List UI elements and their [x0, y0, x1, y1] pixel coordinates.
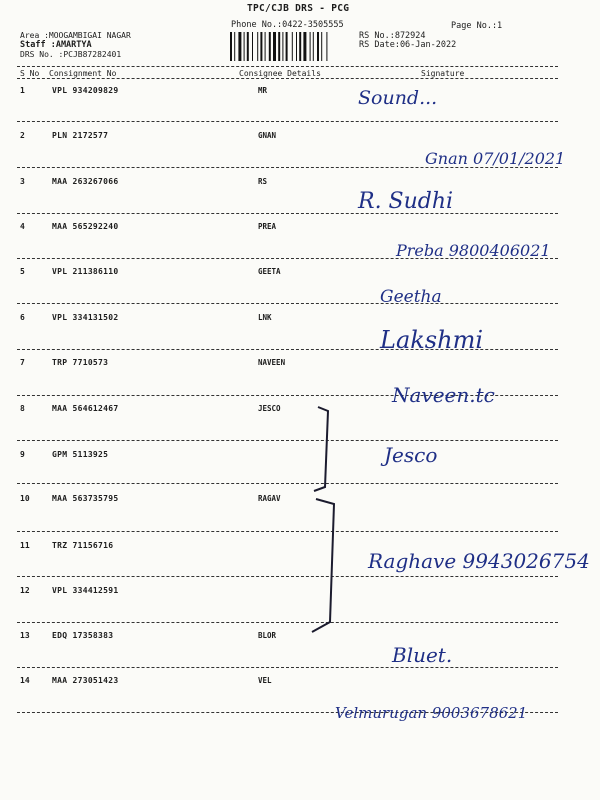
- row-consignee-name: RS: [258, 177, 268, 186]
- row-consignment-number: VPL 934209829: [52, 86, 119, 95]
- row-consignee-name: LNK: [258, 313, 272, 322]
- row-serial-number: 9: [20, 450, 25, 459]
- row-serial-number: 12: [20, 586, 30, 595]
- column-header-sno: S No: [20, 69, 40, 78]
- signature-text: Gnan 07/01/2021: [425, 149, 566, 168]
- row-serial-number: 13: [20, 631, 30, 640]
- signature-text: Velmurugan 9003678621: [335, 704, 528, 722]
- row-divider: [17, 121, 558, 122]
- row-serial-number: 6: [20, 313, 25, 322]
- area-label: Area :MOOGAMBIGAI NAGAR: [20, 31, 131, 40]
- row-divider: [17, 303, 558, 304]
- row-serial-number: 7: [20, 358, 25, 367]
- row-consignment-number: MAA 273051423: [52, 676, 119, 685]
- row-consignment-number: MAA 565292240: [52, 222, 119, 231]
- bracket-mark: [312, 499, 334, 632]
- signature-text: Jesco: [384, 443, 438, 467]
- row-consignment-number: TRZ 71156716: [52, 541, 114, 550]
- row-consignee-name: NAVEEN: [258, 358, 286, 367]
- rs-date: RS Date:06-Jan-2022: [359, 40, 457, 50]
- row-serial-number: 5: [20, 267, 25, 276]
- column-header-signature: Signature: [421, 69, 465, 78]
- row-consignee-name: VEL: [258, 676, 272, 685]
- rs-number: RS No.:872924: [359, 31, 426, 41]
- row-consignee-name: GNAN: [258, 131, 277, 140]
- signature-text: Lakshmi: [380, 326, 483, 354]
- row-consignee-name: MR: [258, 86, 268, 95]
- row-serial-number: 1: [20, 86, 25, 95]
- row-consignment-number: EDQ 17358383: [52, 631, 114, 640]
- row-divider: [17, 258, 558, 259]
- row-divider: [17, 395, 558, 396]
- row-divider: [17, 531, 558, 532]
- row-divider: [17, 167, 558, 168]
- row-consignee-name: RAGAV: [258, 494, 281, 503]
- header-divider-bottom: [17, 78, 558, 79]
- staff-label: Staff :AMARTYA: [20, 40, 92, 50]
- signature-text: Bluet.: [392, 643, 453, 667]
- row-consignment-number: PLN 2172577: [52, 131, 109, 140]
- row-consignment-number: TRP 7710573: [52, 358, 109, 367]
- row-serial-number: 4: [20, 222, 25, 231]
- row-serial-number: 2: [20, 131, 25, 140]
- row-consignment-number: MAA 563735795: [52, 494, 119, 503]
- row-serial-number: 11: [20, 541, 30, 550]
- sheet-title: TPC/CJB DRS - PCG: [247, 3, 350, 14]
- row-divider: [17, 483, 558, 484]
- row-consignee-name: BLOR: [258, 631, 277, 640]
- row-consignee-name: GEETA: [258, 267, 281, 276]
- signature-text: Sound...: [358, 87, 438, 109]
- row-consignment-number: MAA 564612467: [52, 404, 119, 413]
- row-serial-number: 3: [20, 177, 25, 186]
- phone-number: Phone No.:0422-3505555: [231, 20, 344, 30]
- column-header-consignee: Consignee Details: [239, 69, 321, 78]
- signature-text: Geetha: [380, 287, 442, 307]
- signature-text: Raghave 9943026754: [368, 549, 590, 573]
- bracket-mark: [314, 407, 328, 491]
- barcode-icon: [229, 32, 351, 61]
- row-consignment-number: VPL 211386110: [52, 267, 119, 276]
- row-serial-number: 8: [20, 404, 25, 413]
- row-divider: [17, 213, 558, 214]
- row-consignee-name: JESCO: [258, 404, 281, 413]
- row-divider: [17, 622, 558, 623]
- column-header-consignment: Consignment No: [49, 69, 117, 78]
- signature-text: Preba 9800406021: [396, 241, 551, 260]
- page-number: Page No.:1: [451, 21, 503, 31]
- header-divider-top: [17, 66, 558, 67]
- signature-text: R. Sudhi: [358, 189, 454, 214]
- drs-number: DRS No. :PCJB87282401: [20, 50, 122, 59]
- row-consignment-number: VPL 334131502: [52, 313, 119, 322]
- row-consignee-name: PREA: [258, 222, 277, 231]
- row-consignment-number: VPL 334412591: [52, 586, 119, 595]
- row-serial-number: 14: [20, 676, 30, 685]
- row-divider: [17, 712, 558, 713]
- row-divider: [17, 576, 558, 577]
- row-divider: [17, 440, 558, 441]
- row-divider: [17, 667, 558, 668]
- row-consignment-number: GPM 5113925: [52, 450, 109, 459]
- row-divider: [17, 349, 558, 350]
- row-serial-number: 10: [20, 494, 30, 503]
- signature-text: Naveen.tc: [392, 383, 495, 407]
- row-consignment-number: MAA 263267066: [52, 177, 119, 186]
